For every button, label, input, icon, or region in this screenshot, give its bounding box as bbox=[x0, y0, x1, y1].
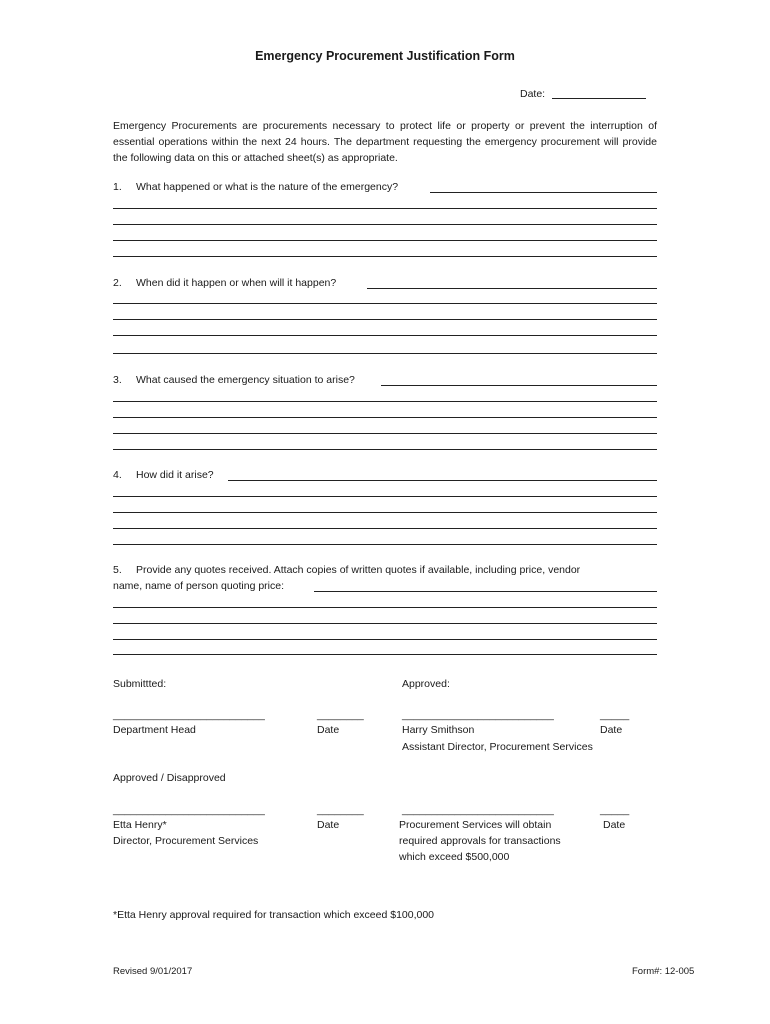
answer-1-line-1[interactable] bbox=[113, 208, 657, 209]
question-2 bbox=[113, 277, 336, 289]
procurement-date-line[interactable]: _____ bbox=[600, 804, 630, 816]
harry-signature-line[interactable]: __________________________ bbox=[402, 709, 554, 721]
form-number: Form#: 12-005 bbox=[632, 966, 695, 977]
answer-5-line-2[interactable] bbox=[113, 623, 657, 624]
procurement-note-line-2: required approvals for transactions bbox=[399, 835, 561, 847]
answer-2-line-2[interactable] bbox=[113, 319, 657, 320]
date-label: Date bbox=[317, 819, 340, 831]
answer-3-line-1[interactable] bbox=[113, 401, 657, 402]
answer-1-line-0[interactable] bbox=[430, 192, 657, 193]
answer-5-line-1[interactable] bbox=[113, 607, 657, 608]
form-title: Emergency Procurement Justification Form bbox=[255, 49, 515, 63]
answer-3-line-3[interactable] bbox=[113, 433, 657, 434]
question-4 bbox=[113, 469, 214, 481]
dept-head-signature-line[interactable]: __________________________ bbox=[113, 709, 265, 721]
question-text: What caused the emergency situation to arise? bbox=[136, 374, 355, 386]
procurement-note-line-3: which exceed $500,000 bbox=[399, 851, 510, 863]
date-label: Date bbox=[603, 819, 626, 831]
harry-title: Assistant Director, Procurement Services bbox=[402, 741, 593, 753]
procurement-signature-line[interactable]: __________________________ bbox=[402, 804, 554, 816]
date-field[interactable] bbox=[552, 98, 646, 99]
answer-2-line-4[interactable] bbox=[113, 353, 657, 354]
answer-1-line-2[interactable] bbox=[113, 224, 657, 225]
footnote: *Etta Henry approval required for transaction which exceed $100,000 bbox=[113, 909, 435, 921]
question-text: Provide any quotes received. Attach copies of written quotes if available, including price, vendor bbox=[136, 564, 581, 576]
answer-1-line-3[interactable] bbox=[113, 240, 657, 241]
question-1 bbox=[113, 181, 398, 193]
answer-3-line-4[interactable] bbox=[113, 449, 657, 450]
answer-4-line-3[interactable] bbox=[113, 528, 657, 529]
question-number: 4. bbox=[113, 469, 122, 481]
question-text: What happened or what is the nature of the emergency? bbox=[136, 181, 399, 193]
procurement-note-line-1: Procurement Services will obtain bbox=[399, 819, 552, 831]
question-number: 5. bbox=[113, 564, 122, 576]
harry-name: Harry Smithson bbox=[402, 724, 475, 736]
date-label: Date: bbox=[520, 88, 546, 100]
answer-2-line-0[interactable] bbox=[367, 288, 657, 289]
question-5-continued: name, name of person quoting price: bbox=[113, 580, 285, 592]
question-3 bbox=[113, 374, 355, 386]
intro-paragraph: Emergency Procurements are procurements necessary to protect life or property or prevent the interruption of essential operations within the next 24 hours. The department requesting the emergency procurement will provide the following data on this or attached sheet(s) as appropriate. bbox=[113, 120, 657, 164]
answer-1-line-4[interactable] bbox=[113, 256, 657, 257]
dept-head-date-line[interactable]: ________ bbox=[317, 709, 364, 721]
date-label: Date bbox=[317, 724, 340, 736]
answer-4-line-0[interactable] bbox=[228, 480, 657, 481]
answer-3-line-2[interactable] bbox=[113, 417, 657, 418]
date-label: Date bbox=[600, 724, 623, 736]
answer-5-line-4[interactable] bbox=[113, 654, 657, 655]
answer-5-line-3[interactable] bbox=[113, 639, 657, 640]
dept-head-label: Department Head bbox=[113, 724, 196, 736]
etta-title: Director, Procurement Services bbox=[113, 835, 259, 847]
etta-signature-line[interactable]: __________________________ bbox=[113, 804, 265, 816]
question-number: 3. bbox=[113, 374, 122, 386]
answer-4-line-1[interactable] bbox=[113, 496, 657, 497]
question-5 bbox=[113, 564, 580, 576]
harry-date-line[interactable]: _____ bbox=[600, 709, 630, 721]
answer-4-line-4[interactable] bbox=[113, 544, 657, 545]
etta-name: Etta Henry* bbox=[113, 819, 167, 831]
revised-date: Revised 9/01/2017 bbox=[113, 966, 193, 977]
question-text: How did it arise? bbox=[136, 469, 214, 481]
question-text: When did it happen or when will it happen? bbox=[136, 277, 337, 289]
etta-date-line[interactable]: ________ bbox=[317, 804, 364, 816]
question-number: 1. bbox=[113, 181, 122, 193]
answer-5-line-0[interactable] bbox=[314, 591, 657, 592]
approved-label: Approved: bbox=[402, 678, 450, 690]
question-number: 2. bbox=[113, 277, 122, 289]
answer-4-line-2[interactable] bbox=[113, 512, 657, 513]
answer-3-line-0[interactable] bbox=[381, 385, 657, 386]
approved-disapproved-label: Approved / Disapproved bbox=[113, 772, 226, 784]
submitted-label: Submittted: bbox=[113, 678, 167, 690]
answer-2-line-1[interactable] bbox=[113, 303, 657, 304]
answer-2-line-3[interactable] bbox=[113, 335, 657, 336]
